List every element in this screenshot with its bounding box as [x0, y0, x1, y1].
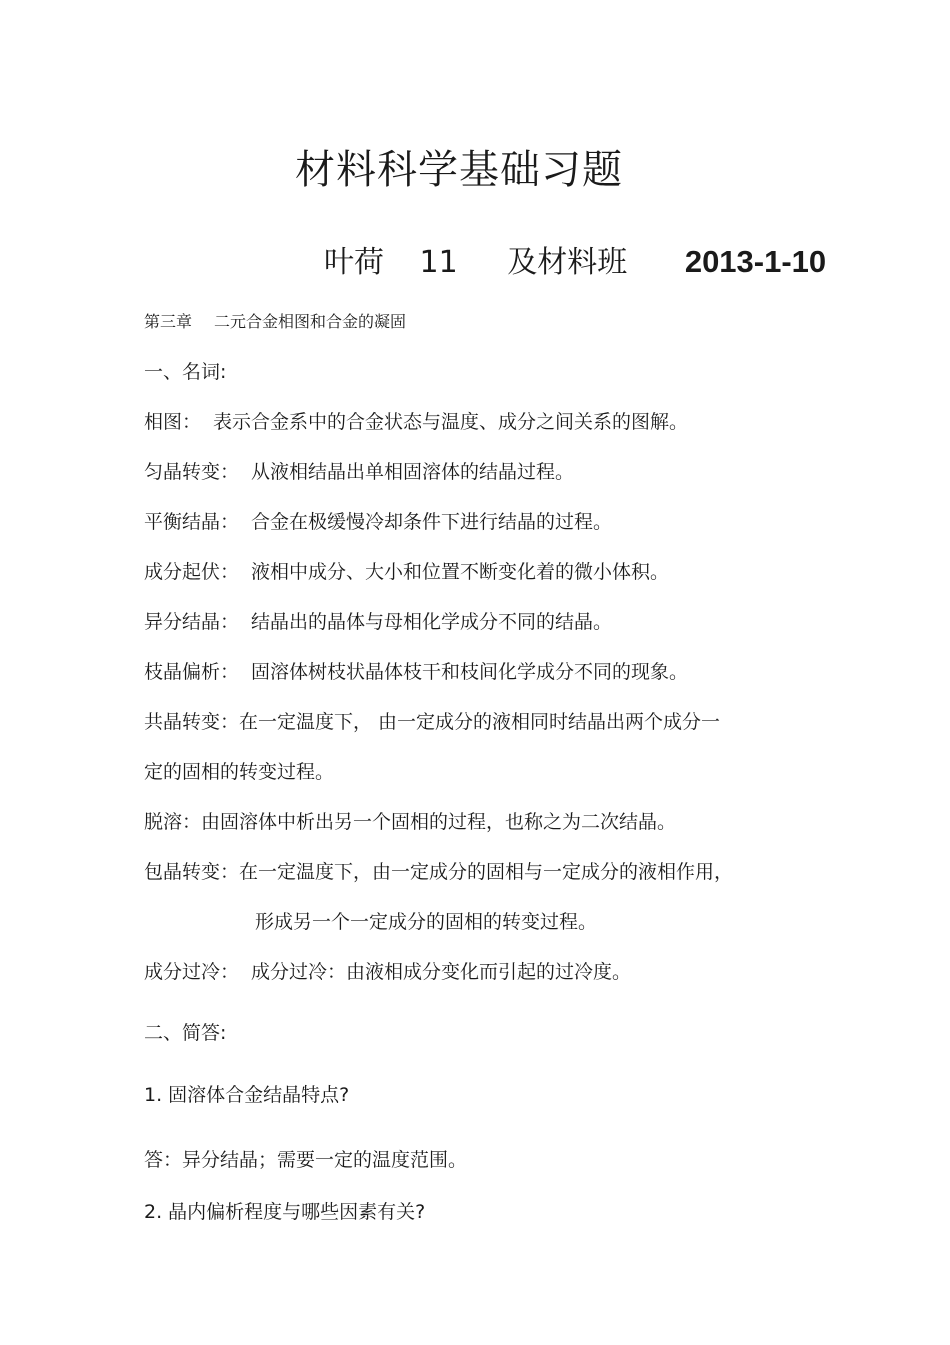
chapter-name: 二元合金相图和合金的凝固: [214, 312, 407, 331]
term-definition: 在一定温度下，由一定成分的固相与一定成分的液相作用，: [239, 861, 734, 883]
term-definition: 合金在极缓慢冷却条件下进行结晶的过程。: [251, 511, 613, 533]
term-definition-continuation: 定的固相的转变过程。: [144, 761, 335, 783]
term-label: 脱溶：: [144, 811, 202, 833]
term-entry: [144, 507, 612, 537]
term-entry: [144, 707, 720, 737]
term-definition: 由固溶体中析出另一个固相的过程，也称之为二次结晶。: [201, 811, 677, 833]
class-group: 及材料班: [507, 245, 628, 280]
term-label: 成分过冷：: [144, 961, 240, 983]
question: 1. 固溶体合金结晶特点?: [144, 1084, 350, 1106]
term-entry: [144, 607, 612, 637]
term-definition: 从液相结晶出单相固溶体的结晶过程。: [251, 461, 575, 483]
term-definition: 表示合金系中的合金状态与温度、成分之间关系的图解。: [213, 411, 689, 433]
class-number: 11: [419, 245, 458, 280]
document-date: 2013-1-10: [684, 244, 827, 279]
term-label: 平衡结晶：: [144, 511, 240, 533]
document-subtitle: [318, 240, 826, 285]
term-definition: 在一定温度下， 由一定成分的液相同时结晶出两个成分一: [239, 711, 721, 733]
term-definition-continuation: 形成另一个一定成分的固相的转变过程。: [255, 911, 598, 933]
term-label: 相图：: [144, 411, 202, 433]
term-definition: 固溶体树枝状晶体枝干和枝间化学成分不同的现象。: [251, 661, 689, 683]
term-entry: [144, 557, 669, 587]
term-entry: [144, 957, 631, 987]
section-heading-terms: 一、名词:: [144, 361, 227, 383]
document-title: 材料科学基础习题: [295, 147, 623, 193]
term-label: 包晶转变：: [144, 861, 240, 883]
term-label: 匀晶转变：: [144, 461, 240, 483]
section-heading-questions: 二、简答:: [144, 1022, 227, 1044]
question: 2. 晶内偏析程度与哪些因素有关?: [144, 1201, 426, 1223]
term-label: 成分起伏：: [144, 561, 240, 583]
class-name: 叶荷: [324, 245, 384, 280]
term-entry: [144, 407, 688, 437]
term-label: 枝晶偏析：: [144, 661, 240, 683]
term-entry: [144, 807, 676, 837]
term-entry: [144, 657, 688, 687]
term-entry: [144, 457, 574, 487]
term-definition: 结晶出的晶体与母相化学成分不同的结晶。: [251, 611, 613, 633]
answer: 答：异分结晶；需要一定的温度范围。: [144, 1149, 468, 1171]
term-label: 异分结晶：: [144, 611, 240, 633]
term-definition: 液相中成分、大小和位置不断变化着的微小体积。: [251, 561, 670, 583]
term-label: 共晶转变：: [144, 711, 240, 733]
chapter-number: 第三章: [144, 312, 193, 331]
term-entry: [144, 857, 733, 887]
term-definition: 成分过冷：由液相成分变化而引起的过冷度。: [251, 961, 632, 983]
chapter-heading: [144, 307, 406, 337]
